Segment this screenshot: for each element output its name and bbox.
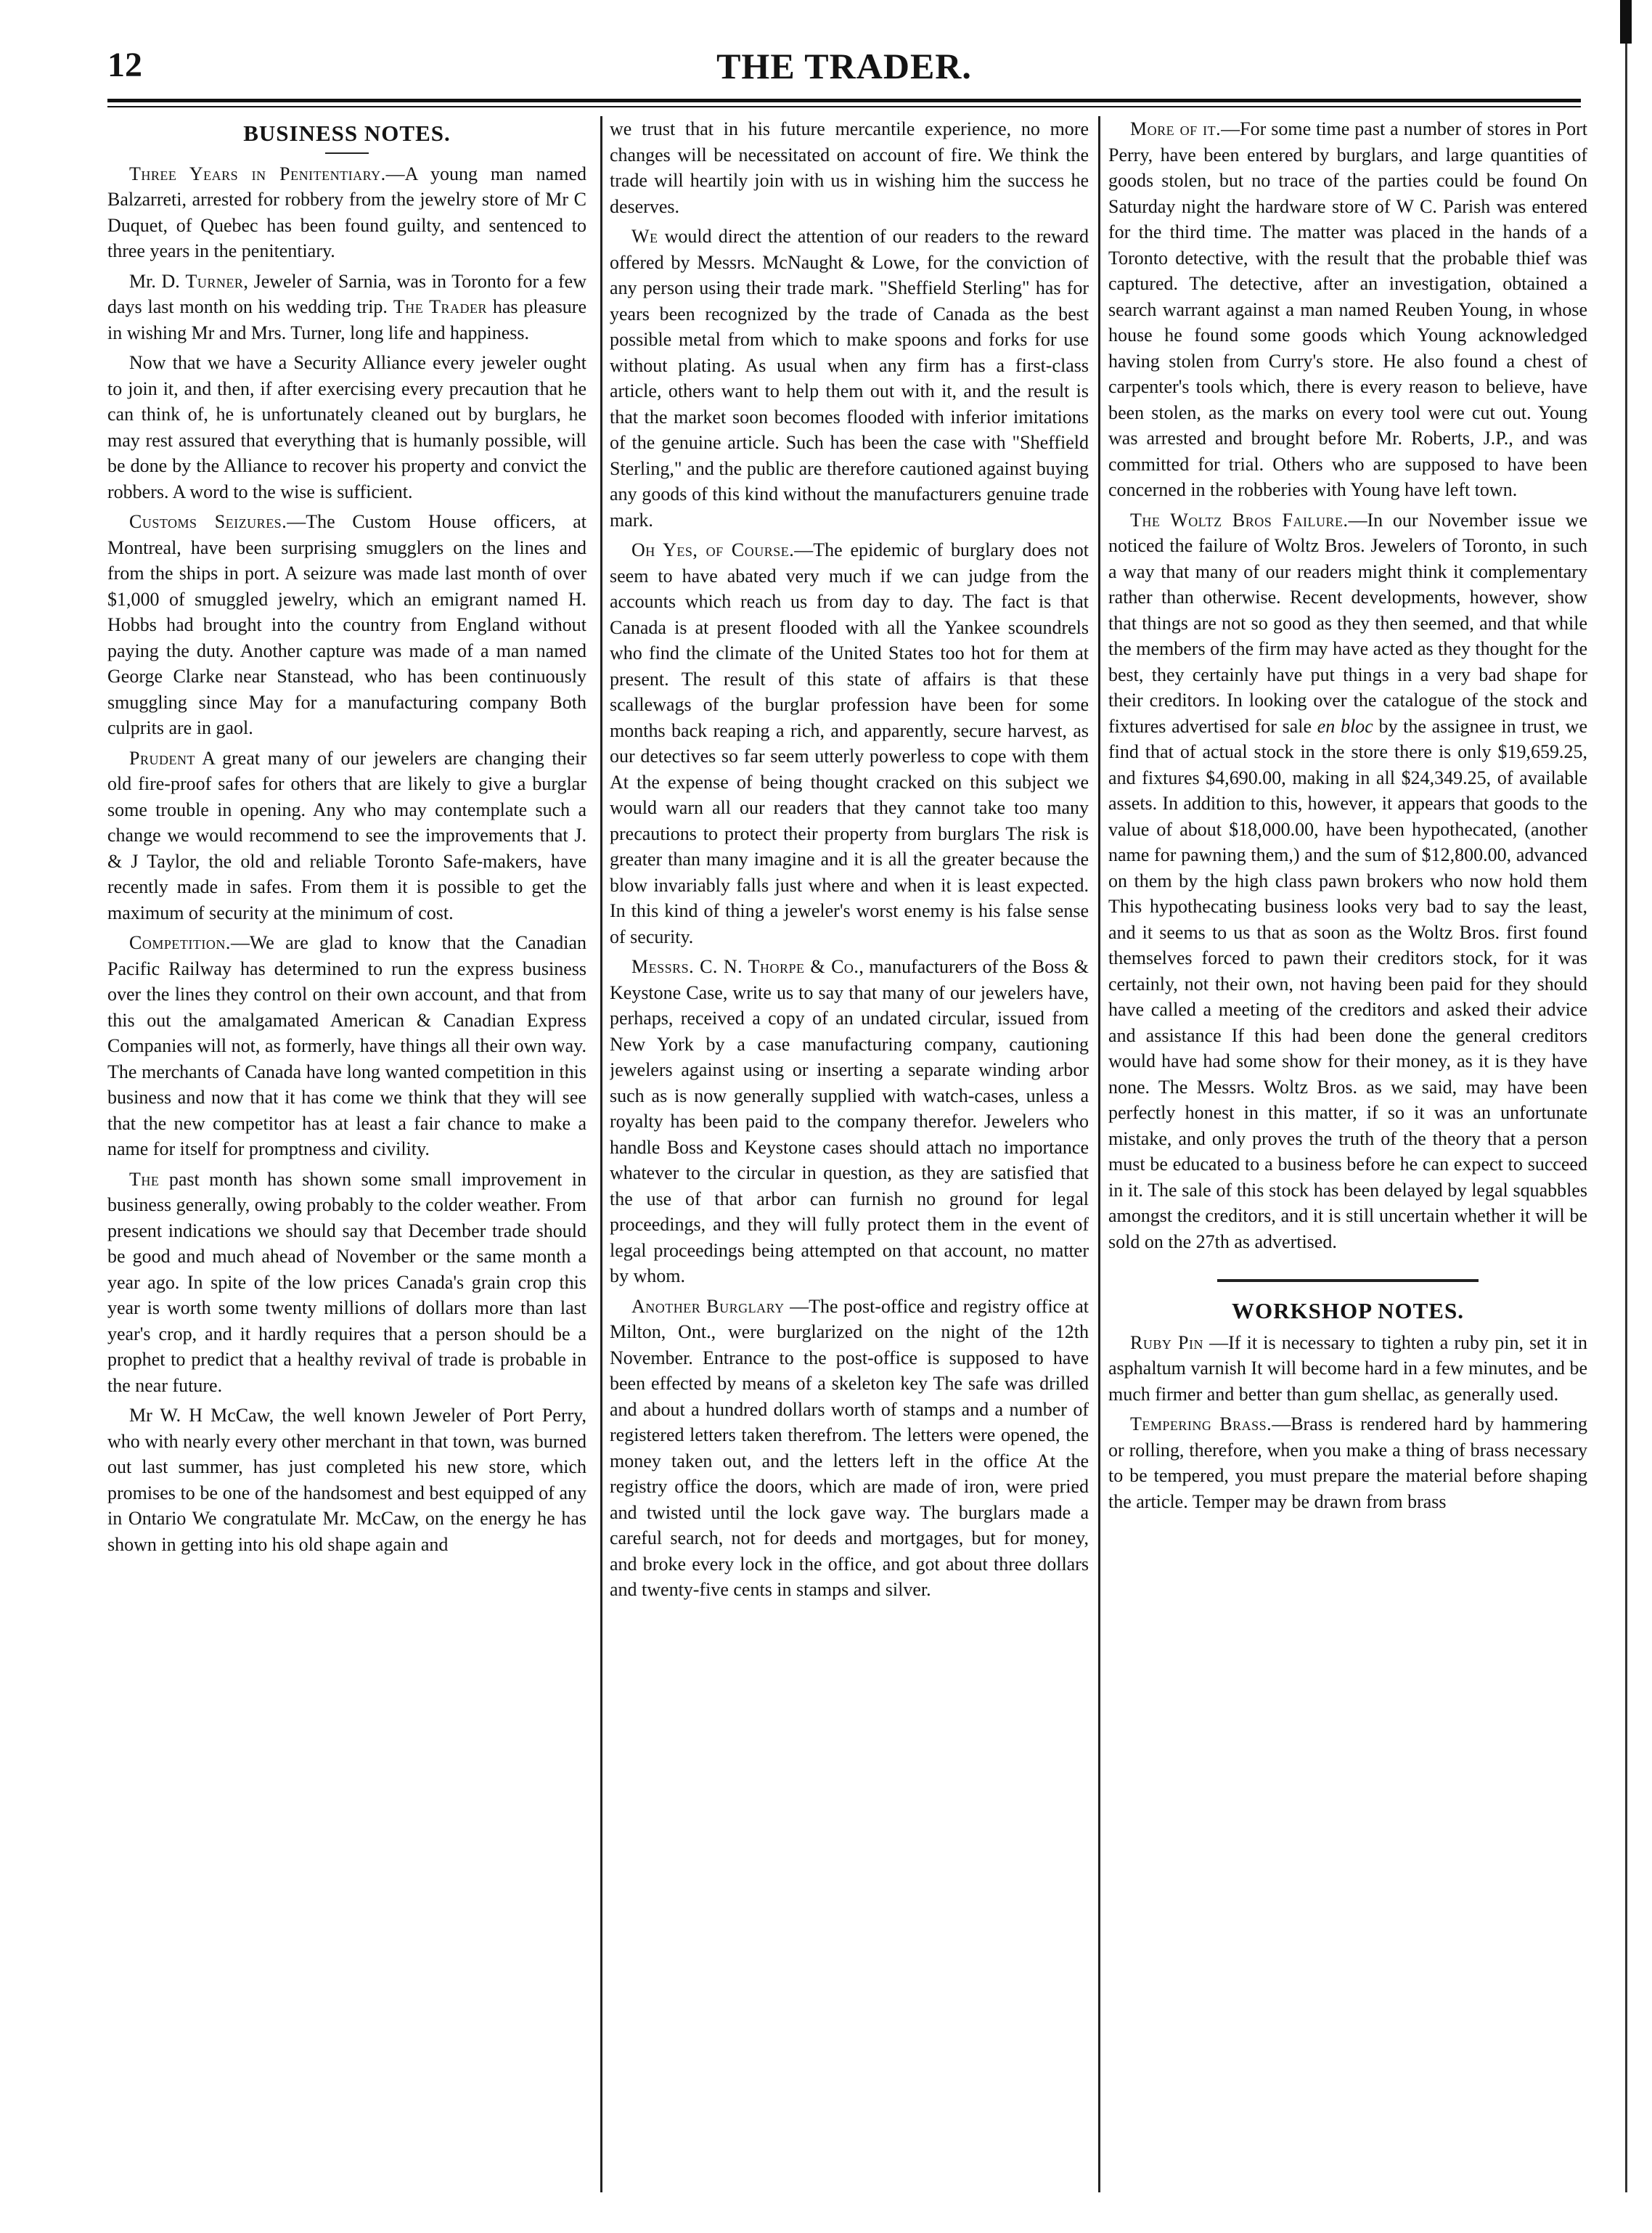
article-head: Oh Yes, of Course. bbox=[631, 539, 795, 560]
article-body: —The epidemic of burglary does not seem to have abated very much if we can judge from the accounts which reach us from day to day. The fact is that Canada is at present flooded with all the Yankee scoundrels who find the climate of the United States too hot for them at present. The result of this state of affairs is that these scallewags of the burglar profession have been for some months back reaping a rich, and apparently, secure harvest, as our detectives so far seem utterly powerless to cope with them At the expense of being thought cracked on this subject we would warn all our readers that they cannot take too many precautions to protect their property from burglars The risk is greater than many imagine and it is all the greater because the blow invariably falls just where and when it is least expected. In this kind of thing a jeweler's worst enemy is his false sense of security. bbox=[610, 539, 1089, 947]
article-prudent bbox=[107, 746, 586, 926]
article-name: Turner bbox=[185, 270, 244, 292]
column-2 bbox=[610, 116, 1089, 2192]
article-head: Messrs. C. N. Thorpe & Co. bbox=[631, 956, 859, 977]
masthead-rule-thin bbox=[107, 106, 1581, 107]
article-body: past month has shown some small improvement in business generally, owing probably to the colder weather. From present indications we should say that December trade should be good and much ahead of November or the same month a year ago. In spite of the low prices Canada's grain crop this year is worth some twenty millions of dollars more than last year's crop, and it hardly requires that a person should be a prophet to predict that a healthy revival of trade is probable in the near future. bbox=[107, 1168, 586, 1396]
article-body: —A young man named Balzarreti, arrested for robbery from the jewelry store of Mr C Duquet, of Quebec has been found guilty, and sentenced to three years in the penitentiary. bbox=[107, 163, 586, 261]
article-head: Competition. bbox=[129, 932, 231, 953]
page-edge-line bbox=[1625, 44, 1627, 2192]
article-body: —We are glad to know that the Canadian Pacific Railway has determined to run the express business over the lines they control on their own account, and that from this out the amalgamated American & Canadian Express Companies will not, as formerly, have things all their own way. The merchants of Canada have long wanted competition in this business and now that it has come we think that they will see that the new competitor has at least a fair chance to make a name for itself for promptness and civility. bbox=[107, 932, 586, 1159]
article-body: —The Custom House officers, at Montreal, have been surprising smugglers on the lines and from the ships in port. A seizure was made last month of over $1,000 of smuggled jewelry, which an emigrant named H. Hobbs had brought into the country from England without paying the duty. Another capture was made of a man named George Clarke near Stanstead, who has been continuously smuggling since May for a manufacturing company Both culprits are in gaol. bbox=[107, 511, 586, 738]
article-competition bbox=[107, 930, 586, 1162]
article-oh-yes-of-course bbox=[610, 537, 1089, 950]
article-head: The Woltz Bros Failure. bbox=[1130, 509, 1349, 531]
article-more-of-it bbox=[1108, 116, 1587, 503]
article-security-alliance: Now that we have a Security Alliance every jeweler ought to join it, and then, if after exercising every precaution that he can think of, he is unfortunately cleaned out by burglars, he may rest assured that everything that is humanly possible, will be done by the Alliance to recover his property and convict the robbers. A word to the wise is sufficient. bbox=[107, 352, 586, 502]
article-body: would direct the attention of our readers to the reward offered by Messrs. McNaught & Lowe, for the conviction of any person using their trade mark. "Sheffield Sterling" has for years been recognized by the trade of Canada as the best possible metal from which to make spoons and forks for use without plating. As usual when any firm has a first-class article, others want to help them out with it, and the result is that the market soon becomes flooded with inferior imitations of the genuine article. Such has been the case with "Sheffield Sterling," and the public are therefore cautioned against buying any goods of this kind without the manufacturers genuine trade mark. bbox=[610, 226, 1089, 531]
article-head: Customs Seizures. bbox=[129, 511, 287, 532]
article-ruby-pin bbox=[1108, 1330, 1587, 1408]
trader-name: The Trader bbox=[393, 296, 487, 317]
article-head: More of it. bbox=[1130, 118, 1222, 139]
article-body: A great many of our jewelers are changing their old fire-proof safes for others that are likely to give a burglar some trouble in opening. Any who may contemplate such a change we would recommend to see the improvements that J. & J Taylor, the old and reliable Toronto Safe-makers, have recently made in safes. From them it is possible to get the maximum of security at the minimum of cost. bbox=[107, 747, 586, 923]
article-head: Ruby Pin bbox=[1130, 1331, 1203, 1353]
article-turner bbox=[107, 269, 586, 346]
article-italic: en bloc bbox=[1317, 715, 1373, 737]
column-1 bbox=[107, 116, 586, 2192]
paper-title: THE TRADER. bbox=[716, 46, 972, 86]
column-rule-2 bbox=[1098, 116, 1100, 2192]
article-head: Tempering Brass. bbox=[1130, 1413, 1272, 1434]
article-body: by the assignee in trust, we find that of actual stock in the store there is only $19,659.25, and fixtures $4,690.00, making in all $24,349.25, of available assets. In addition to this, however, it appears that goods to the value of about $18,000.00, have been hypothecated, (another name for pawning them,) and the sum of $12,800.00, advanced on them by the high class pawn brokers who now hold them This hypothecating business looks very bad to say the least, and it seems to us that as soon as the Woltz Bros. first found themselves forced to pawn their creditors stock, for it was certainly, not their own, not having been paid for they should have called a meeting of the creditors and asked their advice and assistance If this had been done the general creditors would have had some show for their money, as it is they have none. The Messrs. Woltz Bros. as we said, may have been perfectly honest in this matter, if so it was an unfortunate mistake, and only proves the truth of the theory that a person must be educated to a business before he can expect to succeed in it. The sale of this stock has been delayed by legal squabbles amongst the creditors, and it is still uncertain whether it will be sold on the 27th as advertised. bbox=[1108, 715, 1587, 1252]
column-rule-1 bbox=[600, 116, 602, 2192]
article-body: , Jeweler of Sarnia, was in Toronto for a few days last month on his wedding trip. bbox=[107, 270, 586, 317]
masthead-rule-thick bbox=[107, 99, 1581, 102]
page-edge-bar bbox=[1620, 0, 1632, 44]
article-woltz-bros bbox=[1108, 507, 1587, 1255]
article-trade-outlook bbox=[107, 1167, 586, 1399]
heading-rule bbox=[325, 152, 369, 154]
column-3 bbox=[1108, 116, 1587, 2192]
article-body: —Brass is rendered hard by hammering or rolling, therefore, when you make a thing of brass necessary to be tempered, you must prepare the material before shaping the article. Temper may be drawn from brass bbox=[1108, 1413, 1587, 1512]
article-mccaw-continued: we trust that in his future mercantile experience, no more changes will be necessitated on account of fire. We think the trade will heartily join with us in wishing him the success he deserves. bbox=[610, 118, 1089, 217]
article-another-burglary bbox=[610, 1294, 1089, 1603]
article-body: —If it is necessary to tighten a ruby pin, set it in asphaltum varnish It will become hard in a few minutes, and be much firmer and better than gum shellac, as generally used. bbox=[1108, 1331, 1587, 1405]
article-head: Prudent bbox=[129, 747, 195, 769]
masthead bbox=[107, 45, 1581, 96]
page-number: 12 bbox=[107, 46, 142, 84]
article-body: —For some time past a number of stores in Port Perry, have been entered by burglars, and large quantities of goods stolen, but no trace of the parties could be found On Saturday night the hardware store of W C. Parish was entered for the third time. The matter was placed in the hands of a Toronto detective, with the result that the probable thief was captured. The detective, after an investigation, obtained a search warrant against a man named Reuben Young, in whose house he found some goods which Young acknowledged having stolen from Curry's store. He also found a chest of carpenter's tools which, there is every reason to believe, have been stolen, as the marks on every tool were cut out. Young was arrested and brought before Mr. Roberts, J.P., and was committed for trial. Others who are supposed to have been concerned in the robberies with Young have left town. bbox=[1108, 118, 1587, 500]
article-mccaw: Mr W. H McCaw, the well known Jeweler of Port Perry, who with nearly every other merchant in that town, was burned out last summer, has just completed his new store, which promises to be one of the handsomest and best equipped of any in Ontario We congratulate Mr. McCaw, on the energy he has shown in getting into his old shape again and bbox=[107, 1405, 586, 1555]
article-body: has pleasure in wishing Mr and Mrs. Turner, long life and happiness. bbox=[107, 296, 586, 343]
article-thorpe bbox=[610, 954, 1089, 1289]
article-body: Mr. D. bbox=[129, 270, 186, 292]
article-sheffield-sterling bbox=[610, 224, 1089, 533]
article-head: The bbox=[129, 1168, 160, 1190]
article-head: Another Burglary bbox=[631, 1295, 785, 1317]
article-head: We bbox=[631, 226, 658, 247]
article-head: Three Years in Penitentiary. bbox=[129, 163, 386, 184]
section-rule bbox=[1217, 1279, 1479, 1282]
business-notes-heading: BUSINESS NOTES. bbox=[243, 121, 451, 146]
workshop-notes-heading: WORKSHOP NOTES. bbox=[1232, 1298, 1464, 1323]
article-body: , manufacturers of the Boss & Keystone Case, write us to say that many of our jewelers have, perhaps, received a copy of an undated circular, issued from New York by a case manufacturing company, cautioning jewelers against using or inserting a separate winding arbor such as is now generally supplied with watch-cases, unless a royalty has been paid to the company therefor. Jewelers who handle Boss and Keystone cases should attach no importance whatever to the circular in question, as they are satisfied that the use of that arbor can furnish no ground for legal proceedings, and they will fully protect them in the event of legal proceedings being attempted on that account, no matter by whom. bbox=[610, 956, 1089, 1286]
article-body: —In our November issue we noticed the failure of Woltz Bros. Jewelers of Toronto, in such a way that many of our readers might think it complementary rather than otherwise. Recent developments, however, show that things are not so good as they then seemed, and that while the members of the firm may have acted as they thought for the best, they certainly have put things in a very bad shape for their creditors. In looking over the catalogue of the stock and fixtures advertised for sale bbox=[1108, 509, 1587, 737]
article-tempering-brass bbox=[1108, 1411, 1587, 1514]
article-body: —The post-office and registry office at Milton, Ont., were burglarized on the night of the 12th November. Entrance to the post-office is supposed to have been effected by means of a skeleton key The safe was drilled and about a hundred dollars worth of stamps and a number of registered letters taken therefrom. The letters were opened, the money taken out, and the letters left in the office At the registry office the doors, which are made of iron, were pried and twisted until the lock gave way. The burglars made a careful search, not for deeds and mortgages, but for money, and broke every lock in the office, and got about three dollars and twenty-five cents in stamps and silver. bbox=[610, 1295, 1089, 1600]
article-penitentiary bbox=[107, 161, 586, 264]
article-customs-seizures bbox=[107, 509, 586, 741]
